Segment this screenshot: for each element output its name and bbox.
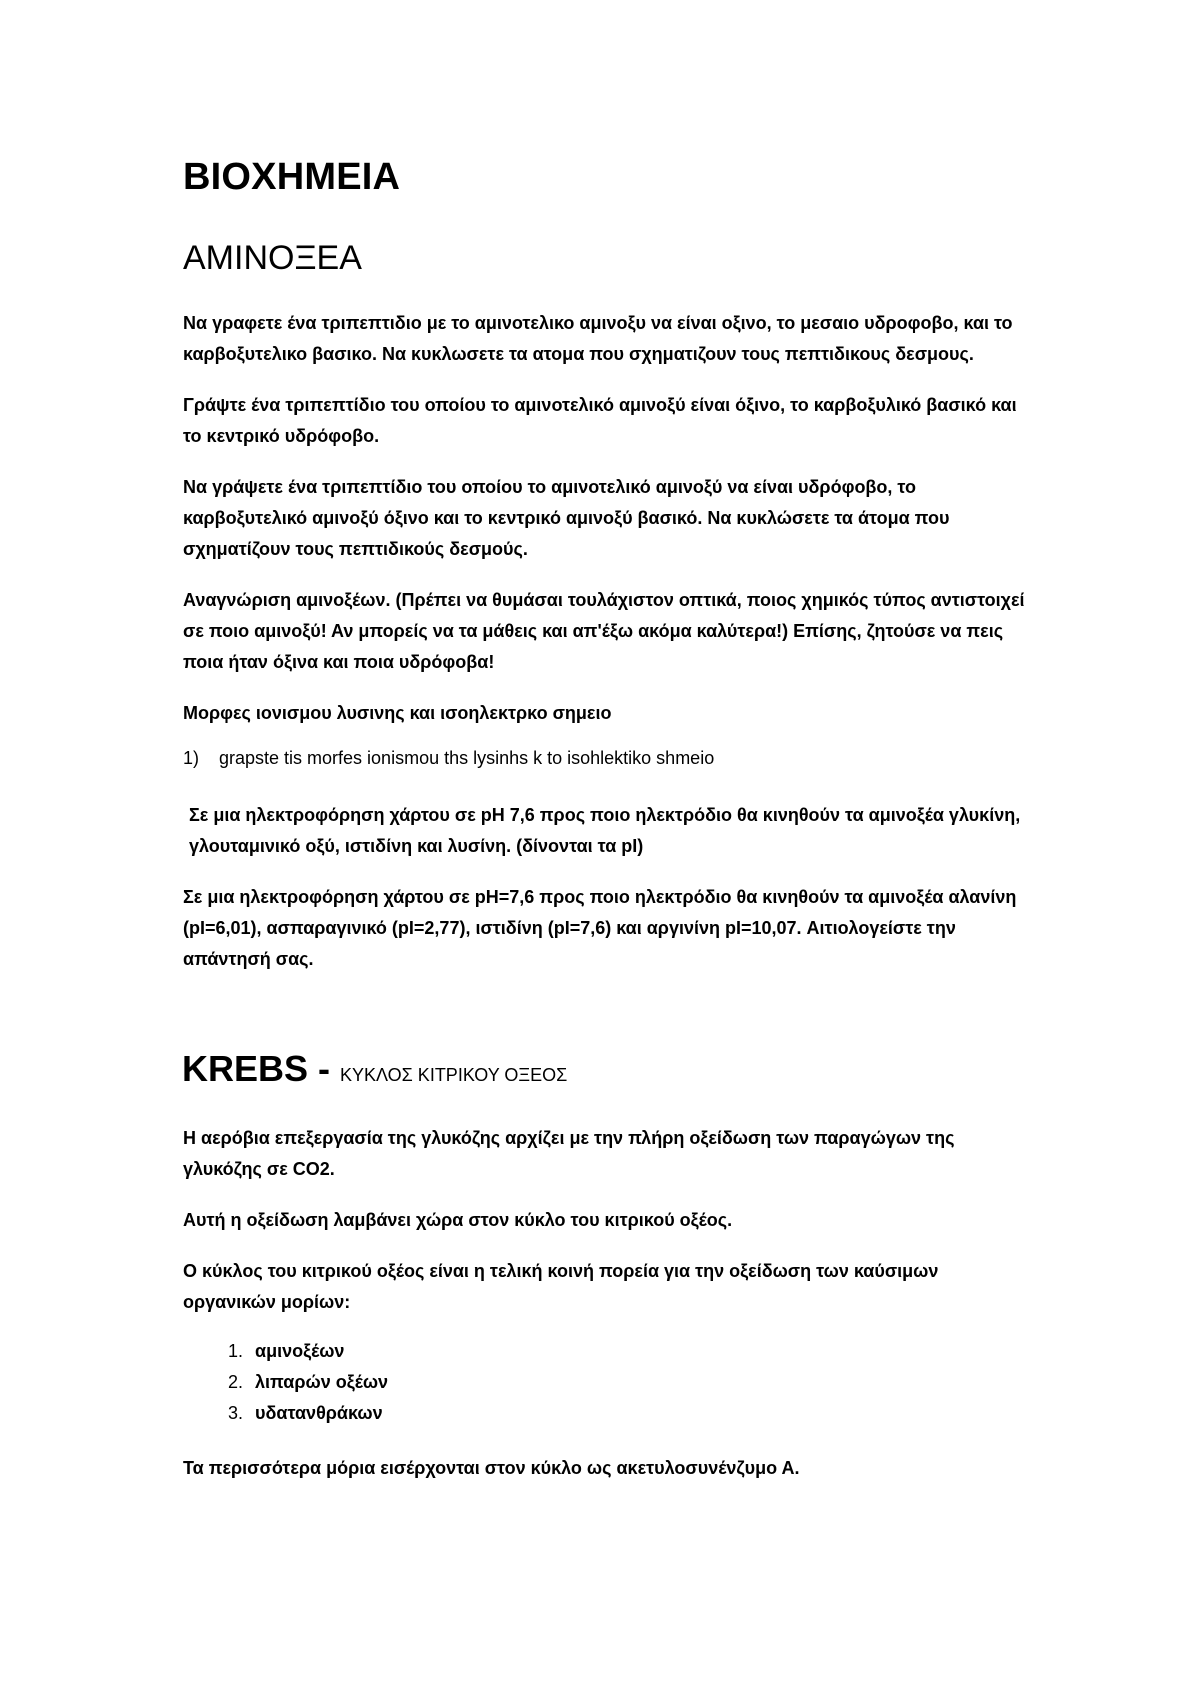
- list-item: [183, 1336, 1033, 1367]
- fuel-molecules-list: [183, 1336, 1033, 1429]
- document-content: [183, 150, 1033, 1484]
- krebs-closing-paragraph: Τα περισσότερα μόρια εισέρχονται στον κύκλο ως ακετυλοσυνένζυμο Α.: [183, 1458, 800, 1478]
- section-heading-krebs: [182, 1045, 1033, 1101]
- list-text: αμινοξέων: [255, 1341, 345, 1361]
- question-paragraph: Σε μια ηλεκτροφόρηση χάρτου σε pH=7,6 προς ποιο ηλεκτρόδιο θα κινηθούν τα αμινοξέα αλανίνη (pI=6,01), ασπαραγινικό (pI=2,77), ιστιδίνη (pI=7,6) και αργινίνη pI=10,07. Αιτιολογείστε την απάντησή σας.: [183, 887, 1017, 969]
- list-number: 2.: [227, 1372, 243, 1392]
- numbered-item: [183, 743, 1033, 774]
- krebs-paragraph: Η αερόβια επεξεργασία της γλυκόζης αρχίζει με την πλήρη οξείδωση των παραγώγων της γλυκόζης σε CO2.: [183, 1128, 955, 1179]
- list-item: [183, 1367, 1033, 1398]
- krebs-paragraph: Αυτή η οξείδωση λαμβάνει χώρα στον κύκλο του κιτρικού οξέος.: [183, 1210, 733, 1230]
- krebs-heading-main: KREBS -: [182, 1048, 341, 1089]
- krebs-paragraph: Ο κύκλος του κιτρικού οξέος είναι η τελική κοινή πορεία για την οξείδωση των καύσιμων οργανικών μορίων:: [183, 1261, 939, 1312]
- list-text: υδατανθράκων: [255, 1403, 383, 1423]
- question-paragraph: Να γραφετε ένα τριπεπτιδιο με το αμινοτελικο αμινοξυ να είναι οξινο, το μεσαιο υδροφοβο, και το καρβοξυτελικο βασικο. Να κυκλωσετε τα ατομα που σχηματιζουν τους πεπτιδικους δεσμους.: [183, 313, 1013, 364]
- list-text: λιπαρών οξέων: [255, 1372, 389, 1392]
- krebs-heading-sub: ΚΥΚΛΟΣ ΚΙΤΡΙΚΟΥ ΟΞΕΟΣ: [340, 1065, 568, 1085]
- list-number: 3.: [227, 1403, 243, 1423]
- question-paragraph: Να γράψετε ένα τριπεπτίδιο του οποίου το αμινοτελικό αμινοξύ να είναι υδρόφοβο, το καρβοξυτελικό αμινοξύ όξινο και το κεντρικό αμινοξύ βασικό. Να κυκλώσετε τα άτομα που σχηματίζουν τους πεπτιδικούς δεσμούς.: [183, 477, 950, 559]
- question-paragraph: Μορφες ιονισμου λυσινης και ισοηλεκτρκο σημειο: [183, 703, 612, 723]
- question-paragraph: Γράψτε ένα τριπεπτίδιο του οποίου το αμινοτελικό αμινοξύ είναι όξινο, το καρβοξυλικό βασικό και το κεντρικό υδρόφοβο.: [183, 395, 1017, 446]
- item-number: 1): [183, 748, 200, 768]
- item-text: grapste tis morfes ionismou ths lysinhs k to isohlektiko shmeio: [219, 748, 715, 768]
- question-paragraph: Αναγνώριση αμινοξέων. (Πρέπει να θυμάσαι τουλάχιστον οπτικά, ποιος χημικός τύπος αντιστοιχεί σε ποιο αμινοξύ! Αν μπορείς να τα μάθεις και απ'έξω ακόμα καλύτερα!) Επίσης, ζητούσε να πεις ποια ήταν όξινα και ποια υδρόφοβα!: [183, 590, 1025, 672]
- section-heading-aminoacids: ΑΜΙΝΟΞΕΑ: [183, 239, 362, 277]
- document-title: ΒΙΟΧΗΜΕΙΑ: [183, 156, 401, 198]
- list-item: [183, 1398, 1033, 1429]
- question-paragraph: Σε μια ηλεκτροφόρηση χάρτου σε pH 7,6 προς ποιο ηλεκτρόδιο θα κινηθούν τα αμινοξέα γλυκίνη, γλουταμινικό οξύ, ιστιδίνη και λυσίνη. (δίνονται τα pI): [189, 805, 1021, 856]
- list-number: 1.: [227, 1341, 243, 1361]
